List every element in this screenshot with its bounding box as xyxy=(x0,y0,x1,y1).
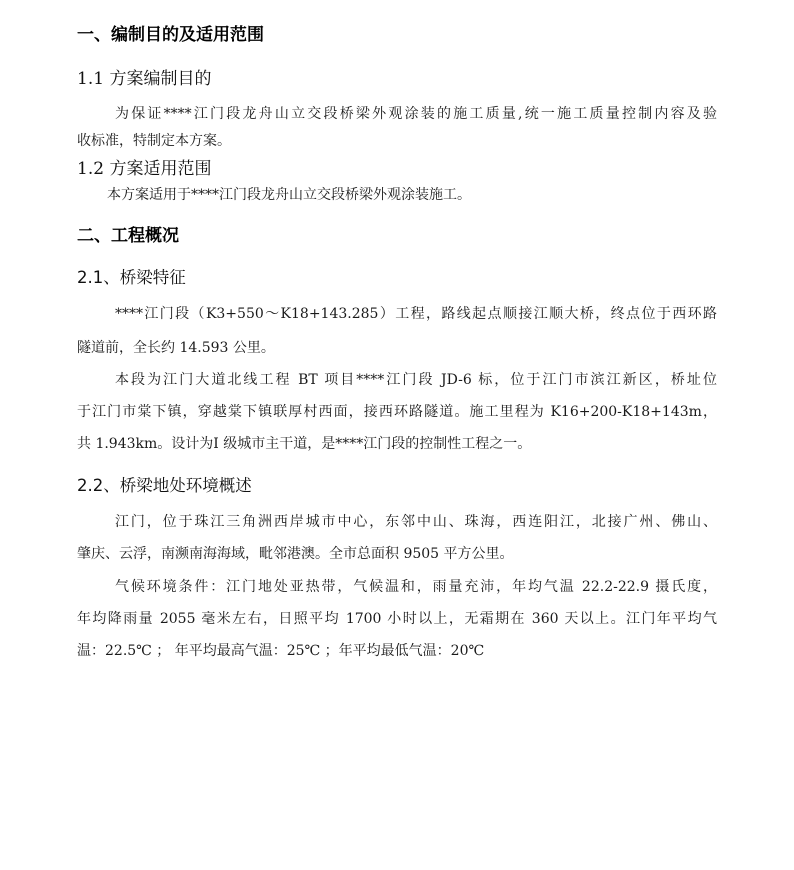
section-heading: 二、工程概况 xyxy=(77,226,179,246)
paragraph-line: 共 1.943km。设计为Ⅰ 级城市主干道，是****江门段的控制性工程之一。 xyxy=(77,436,532,452)
subsection-heading: 1.1 方案编制目的 xyxy=(77,69,212,89)
paragraph-line: 气候环境条件：江门地处亚热带，气候温和，雨量充沛，年均气温 22.2-22.9 摄氏度， xyxy=(115,579,717,595)
paragraph-line: ****江门段（K3+550～K18+143.285）工程，路线起点顺接江顺大桥，终点位于西环路 xyxy=(115,306,717,322)
section-heading: 一、编制目的及适用范围 xyxy=(77,25,264,45)
paragraph-line: 江门，位于珠江三角洲西岸城市中心，东邻中山、珠海，西连阳江，北接广州、佛山、 xyxy=(115,514,717,530)
paragraph-line: 为保证****江门段龙舟山立交段桥梁外观涂装的施工质量,统一施工质量控制内容及验 xyxy=(115,106,717,122)
paragraph-line: 温：22.5℃ ； 年平均最高气温：25℃ ；年平均最低气温：20℃ xyxy=(77,643,485,659)
paragraph-line: 年均降雨量 2055 毫米左右，日照平均 1700 小时以上，无霜期在 360 天以上。江门年平均气 xyxy=(77,611,717,627)
paragraph-line: 本段为江门大道北线工程 BT 项目****江门段 JD-6 标，位于江门市滨江新区，桥址位 xyxy=(115,372,717,388)
paragraph-line: 收标准，特制定本方案。 xyxy=(77,133,231,149)
paragraph-line: 于江门市棠下镇，穿越棠下镇联厚村西面，接西环路隧道。施工里程为 K16+200-K18+143m， xyxy=(77,404,717,420)
subsection-heading: 2.1、桥梁特征 xyxy=(77,268,186,287)
paragraph-line: 肇庆、云浮，南濒南海海域，毗邻港澳。全市总面积 9505 平方公里。 xyxy=(77,546,514,562)
paragraph-line: 隧道前，全长约 14.593 公里。 xyxy=(77,340,275,356)
paragraph-line: 本方案适用于****江门段龙舟山立交段桥梁外观涂装施工。 xyxy=(107,187,471,203)
subsection-heading: 1.2 方案适用范围 xyxy=(77,159,212,179)
subsection-heading: 2.2、桥梁地处环境概述 xyxy=(77,476,252,495)
